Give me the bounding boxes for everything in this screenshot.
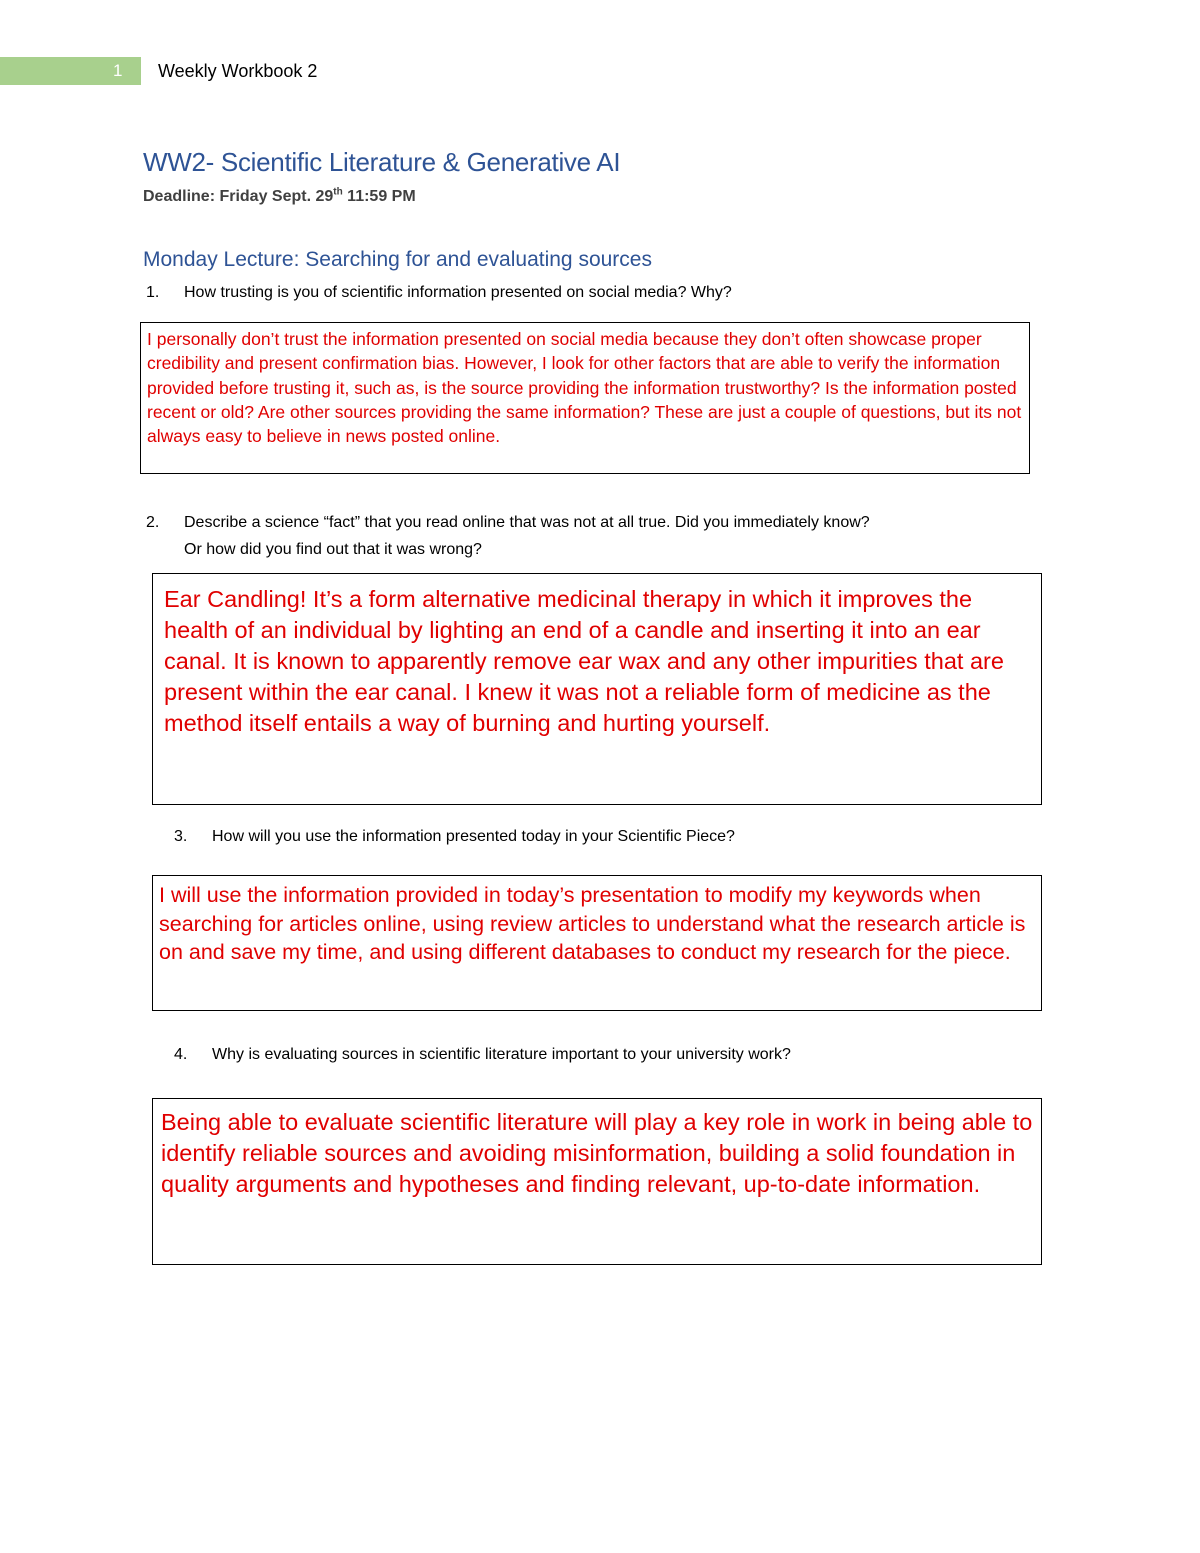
header-title: Weekly Workbook 2 [158, 61, 318, 81]
question-3 [174, 824, 1054, 850]
question-text: How will you use the information presented today in your Scientific Piece? [212, 828, 735, 845]
question-text-line-1: Describe a science “fact” that you read online that was not at all true. Did you immediately know? [184, 514, 870, 531]
question-2 [146, 510, 1066, 562]
deadline-time: 11:59 PM [342, 188, 416, 205]
page-number: 1 [113, 61, 123, 80]
deadline [143, 186, 416, 208]
question-4 [174, 1042, 1054, 1068]
deadline-date: Deadline: Friday Sept. 29 [143, 188, 334, 205]
question-1 [146, 280, 1046, 306]
answer-text: Being able to evaluate scientific literature will play a key role in work in being able to identify reliable sources and avoiding misinformation, building a solid foundation in quality arguments and hypotheses and finding relevant, up-to-date information. [161, 1109, 1033, 1197]
document-title: WW2- Scientific Literature & Generative AI [143, 147, 621, 177]
section-heading: Monday Lecture: Searching for and evaluating sources [143, 248, 652, 271]
question-text: How trusting is you of scientific information presented on social media? Why? [184, 284, 732, 301]
question-number: 1. [146, 284, 160, 301]
answer-box-3[interactable] [152, 875, 1042, 1011]
deadline-ordinal: th [333, 186, 343, 198]
answer-text: I will use the information provided in today’s presentation to modify my keywords when searching for articles online, using review articles to understand what the research article is on and save my time, and using different databases to conduct my research for the piece. [159, 883, 1026, 965]
question-number: 4. [174, 1046, 188, 1063]
answer-box-4[interactable] [152, 1098, 1042, 1265]
answer-box-2[interactable] [152, 573, 1042, 805]
question-number: 2. [146, 514, 160, 531]
answer-text: I personally don’t trust the information presented on social media because they don’t often showcase proper credibility and present confirmation bias. However, I look for other factors that are able to verify the information provided before trusting it, such as, is the source providing the information trustworthy? Is the information posted recent or old? Are other sources providing the same information? These are just a couple of questions, but its not always easy to believe in news posted online. [147, 329, 1022, 447]
question-number: 3. [174, 828, 188, 845]
answer-text: Ear Candling! It’s a form alternative medicinal therapy in which it improves the health of an individual by lighting an end of a candle and inserting it into an ear canal. It is known to apparently remove ear wax and any other impurities that are present within the ear canal. I knew it was not a reliable form of medicine as the method itself entails a way of burning and hurting yourself. [164, 586, 1004, 736]
question-text-line-2: Or how did you find out that it was wrong? [184, 541, 482, 558]
question-text: Why is evaluating sources in scientific literature important to your university work? [212, 1046, 791, 1063]
answer-box-1[interactable] [140, 322, 1030, 474]
